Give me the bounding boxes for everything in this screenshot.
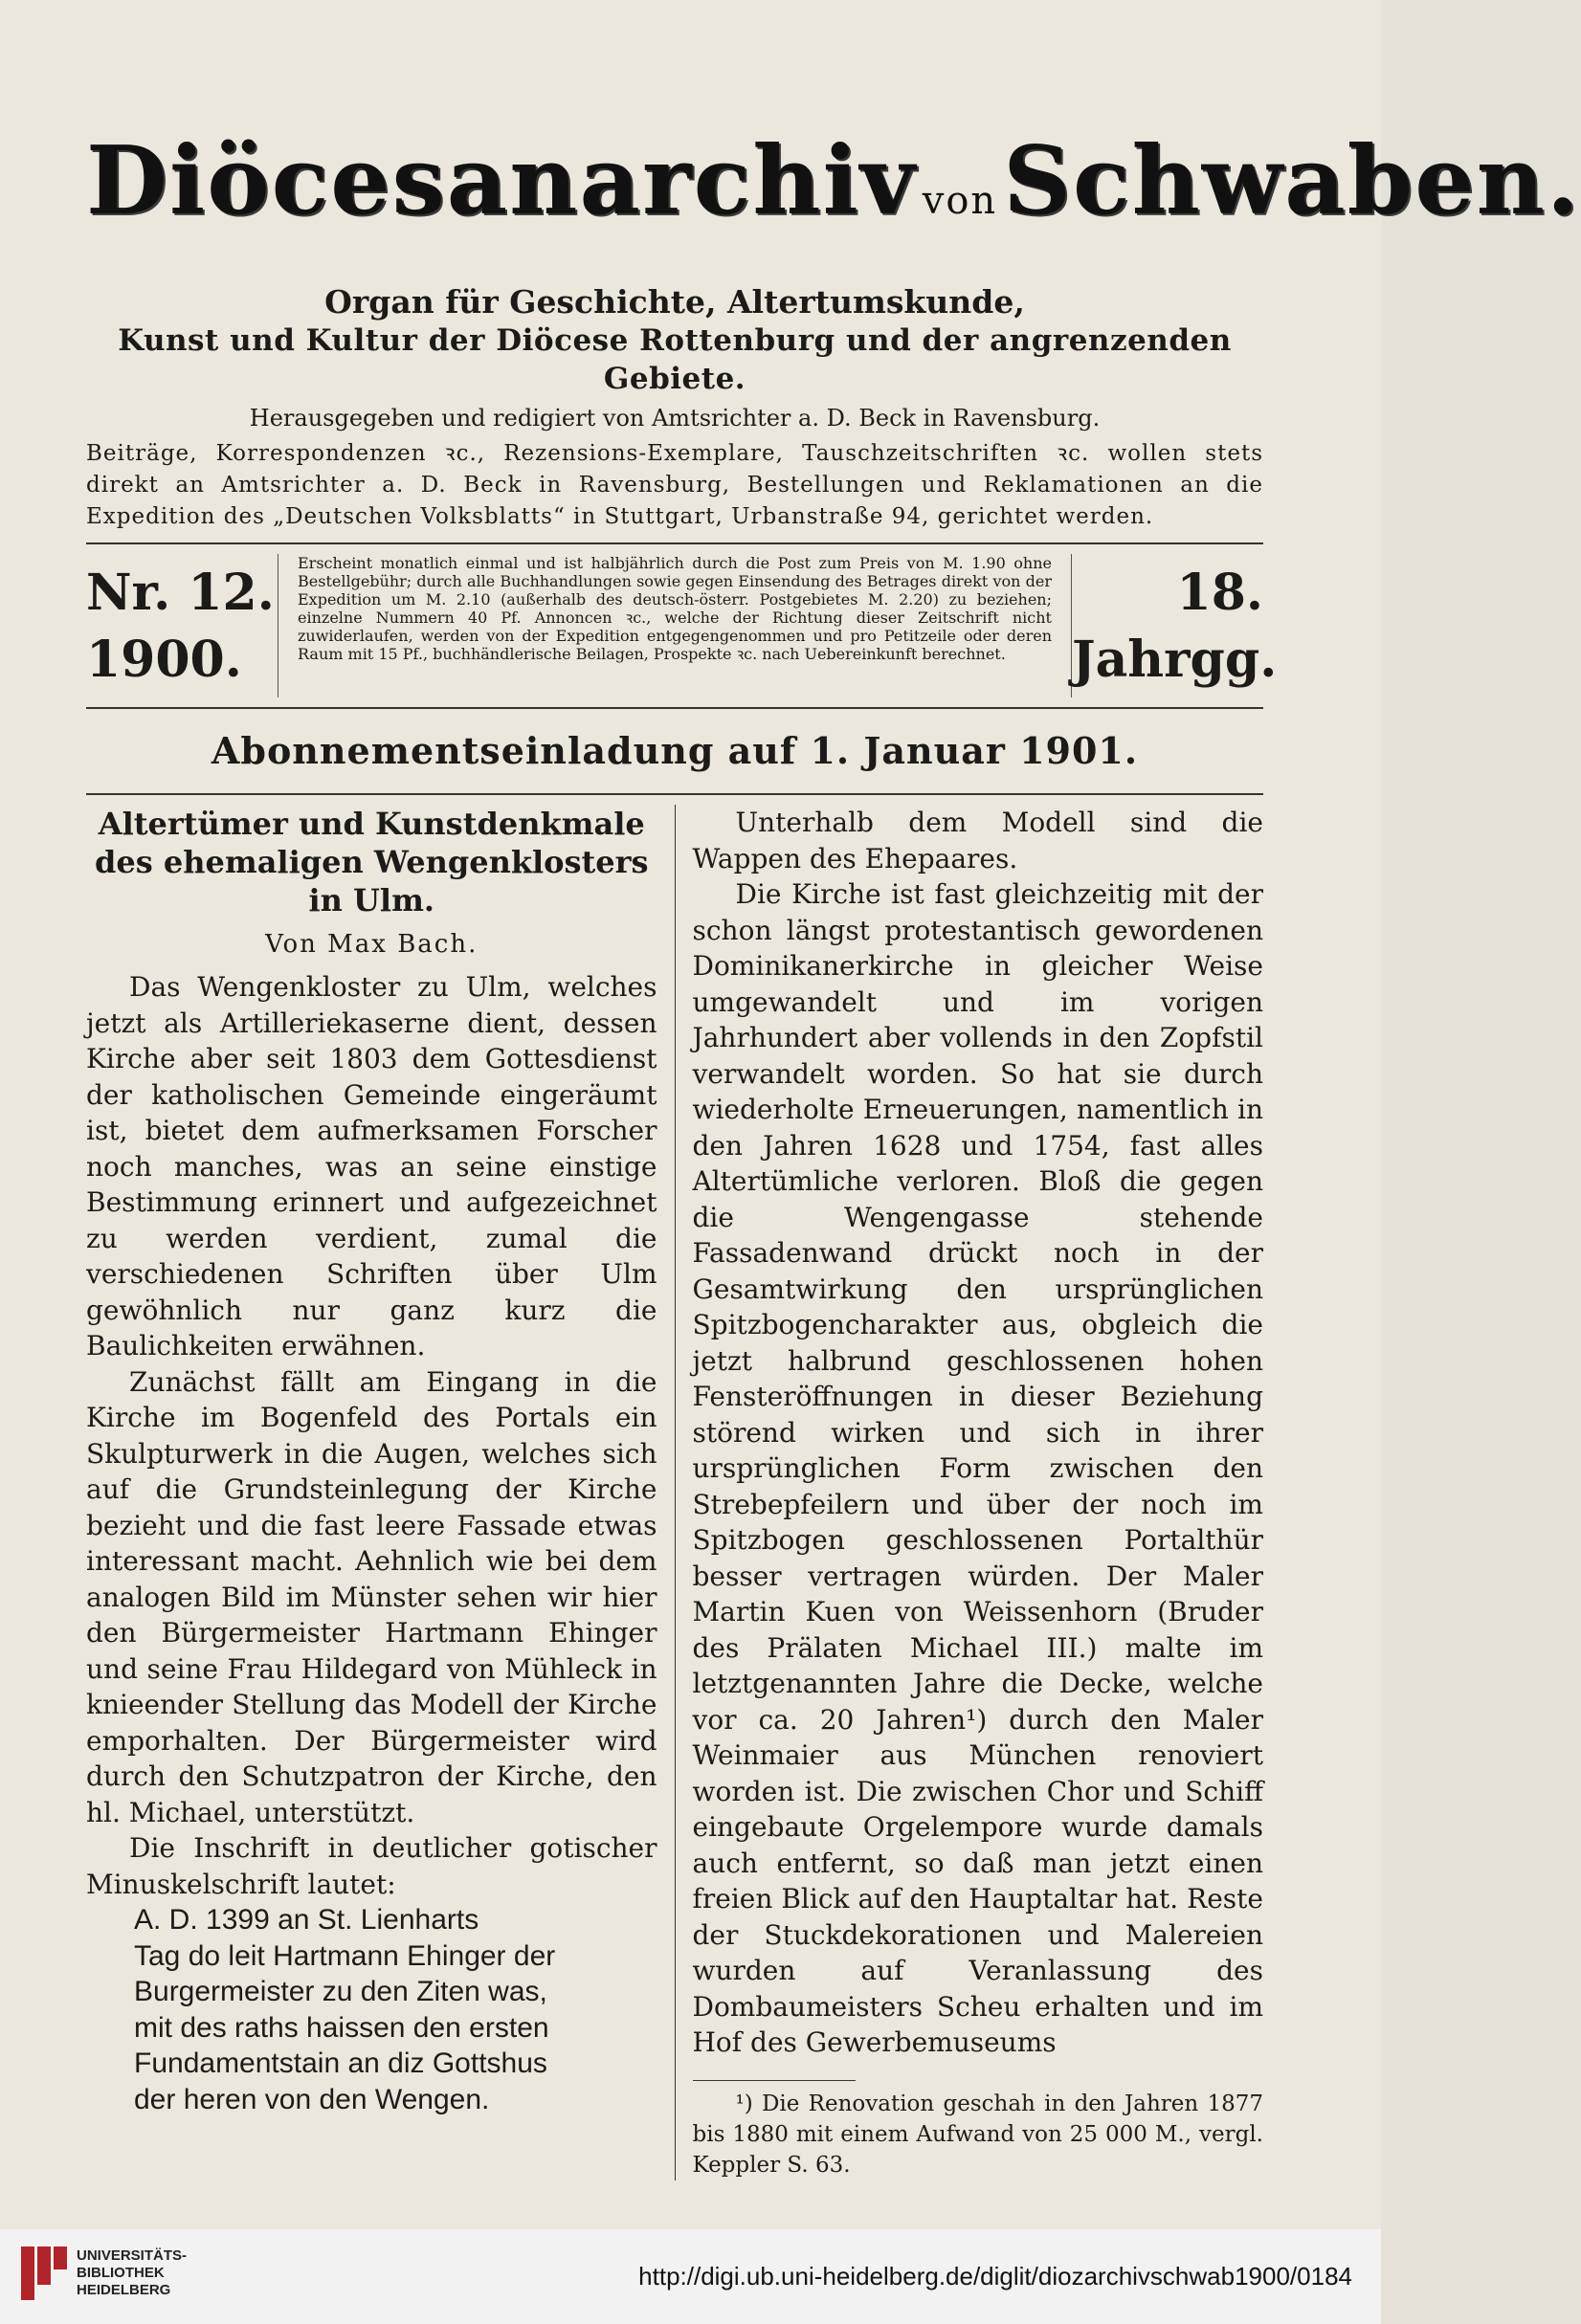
divider	[86, 707, 1263, 709]
page-content	[86, 86, 1581, 2180]
column-right	[675, 805, 1264, 2180]
footnote: ¹) Die Renovation geschah in den Jahren 1877 bis 1880 mit einem Aufwand von 25 000 M., vergl. Keppler S. 63.	[692, 2091, 1263, 2178]
viewer-footer	[0, 2229, 1381, 2324]
paragraph: Unterhalb dem Modell sind die Wappen des Ehepaares.	[692, 807, 1263, 874]
volume-number: 18.	[1176, 564, 1263, 622]
footnote-divider	[693, 2080, 856, 2081]
volume-label: Jahrgg.	[1072, 631, 1278, 689]
page-url[interactable]: http://digi.ub.uni-heidelberg.de/diglit/diozarchivschwab1900/0184	[638, 2262, 1352, 2291]
paragraph: Die Inschrift in deutlicher gotischer Minuskelschrift lautet:	[86, 1832, 657, 1900]
issue-left	[86, 554, 278, 697]
inscription-line: Burgermeister zu den Ziten was,	[134, 1976, 547, 2007]
divider	[86, 793, 1263, 795]
article-title: Altertümer und Kunstdenkmale des ehemaligen Wengenklosters in Ulm.	[94, 806, 649, 919]
subscription-info: Erscheint monatlich einmal und ist halbjährlich durch die Post zum Preis von M. 1.90 ohne Bestellgebühr; durch alle Buchhandlungen sowie gegen Einsendung des Betrages direkt von der Expedition um M. 2.10 (außerhalb des deutsch-österr. Postgebietes M. 2.20) zu beziehen; einzelne Nummern 40 Pf. Annoncen ꝛc., welche der Richtung dieser Zeitschrift nicht zuwiderlaufen, werden von der Expedition entgegengenommen und pro Petitzeile oder deren Raum mit 15 Pf., buchhändlerische Beilagen, Prospekte ꝛc. nach Uebereinkunft berechnet.	[278, 554, 1072, 697]
subscription-announcement: Abonnementseinladung auf 1. Januar 1901.	[211, 729, 1139, 772]
contributions-notice: Beiträge, Korrespondenzen ꝛc., Rezensions-Exemplare, Tauschzeitschriften ꝛc. wollen stets direkt an Amtsrichter a. D. Beck in Ravensburg, Bestellungen und Reklamationen an die Expedition des „Deutschen Volksblatts“ in Stuttgart, Urbanstraße 94, gerichtet werden.	[86, 441, 1263, 529]
masthead-title-left: Diöcesanarchiv	[86, 126, 917, 236]
library-logo[interactable]	[21, 2247, 187, 2300]
editor-line: Herausgegeben und redigiert von Amtsrichter a. D. Beck in Ravensburg.	[249, 405, 1101, 432]
masthead	[86, 86, 1581, 277]
library-logo-icon	[21, 2247, 67, 2300]
paragraph: Zunächst fällt am Eingang in die Kirche im Bogenfeld des Portals ein Skulpturwerk in die Augen, welches sich auf die Grundsteinlegung der Kirche bezieht und die fast leere Fassade etwas interessant macht. Aehnlich wie bei dem analogen Bild im Münster sehen wir hier den Bürgermeister Hartmann Ehinger und seine Frau Hildegard von Mühleck in knieender Stellung das Modell der Kirche emporhalten. Der Bürgermeister wird durch den Schutzpatron der Kirche, den hl. Michael, unterstützt.	[86, 1365, 657, 1828]
inscription-line: der heren von den Wengen.	[134, 2083, 490, 2115]
masthead-von: von	[922, 179, 998, 223]
inscription-line: Tag do leit Hartmann Ehinger der	[134, 1939, 556, 1972]
paragraph: Die Kirche ist fast gleichzeitig mit der schon längst protestantisch gewordenen Dominikanerkirche in gleicher Weise umgewandelt und im vorigen Jahrhundert aber vollends in den Zopfstil verwandelt worden. So hat sie durch wiederholte Erneuerungen, namentlich in den Jahren 1628 und 1754, fast alles Altertümliche verloren. Bloß die gegen die Wengengasse stehende Fassadenwand drückt noch in der Gesamtwirkung den ursprünglichen Spitzbogencharakter aus, obgleich die jetzt halbrund geschlossenen hohen Fensteröffnungen in dieser Beziehung störend wirken und sich in ihrer ursprünglichen Form zwischen den Strebepfeilern und über der noch im Spitzbogen geschlossenen Portalthür besser vertragen würden. Der Maler Martin Kuen von Weissenhorn (Bruder des Prälaten Michael III.) malte im letztgenannten Jahre die Decke, welche vor ca. 20 Jahren¹) durch den Maler Weinmaier aus München renoviert worden ist. Die zwischen Chor und Schiff eingebaute Orgelempore wurde damals auch entfernt, so daß man jetzt einen freien Blick auf den Hauptaltar hat. Reste der Stuckdekorationen und Malereien wurden auf Veranlassung des Dombaumeisters Scheu erhalten und im Hof des Gewerbemuseums	[692, 878, 1263, 2058]
subtitle-line1: Organ für Geschichte, Altertumskunde,	[324, 283, 1025, 321]
inscription-line: Fundamentstain an diz Gottshus	[134, 2047, 547, 2079]
column-left	[86, 805, 675, 2180]
issue-number: Nr. 12.	[86, 564, 275, 622]
issue-infobox	[86, 554, 1278, 697]
issue-right	[1072, 554, 1278, 697]
article-columns	[86, 805, 1263, 2180]
inscription-quote	[86, 1902, 657, 2117]
inscription-line: A. D. 1399 an St. Lienharts	[134, 1904, 479, 1936]
library-name: UNIVERSITÄTS- BIBLIOTHEK HEIDELBERG	[77, 2247, 188, 2298]
subtitle-line2: Kunst und Kultur der Diöcese Rottenburg und der angrenzenden Gebiete.	[118, 323, 1232, 396]
issue-year: 1900.	[86, 631, 242, 689]
divider	[86, 542, 1263, 544]
masthead-title-right: Schwaben.	[1003, 126, 1581, 236]
paragraph: Das Wengenkloster zu Ulm, welches jetzt als Artilleriekaserne dient, dessen Kirche aber seit 1803 dem Gottesdienst der katholischen Gemeinde eingeräumt ist, bietet dem aufmerksamen Forscher noch manches, was an seine einstige Bestimmung erinnert und aufgezeichnet zu werden verdient, zumal die verschiedenen Schriften über Ulm gewöhnlich nur ganz kurz die Baulichkeiten erwähnen.	[86, 971, 657, 1361]
masthead-title	[86, 86, 1581, 297]
inscription-line: mit des raths haissen den ersten	[134, 2011, 549, 2044]
article-byline: Von Max Bach.	[265, 930, 479, 959]
